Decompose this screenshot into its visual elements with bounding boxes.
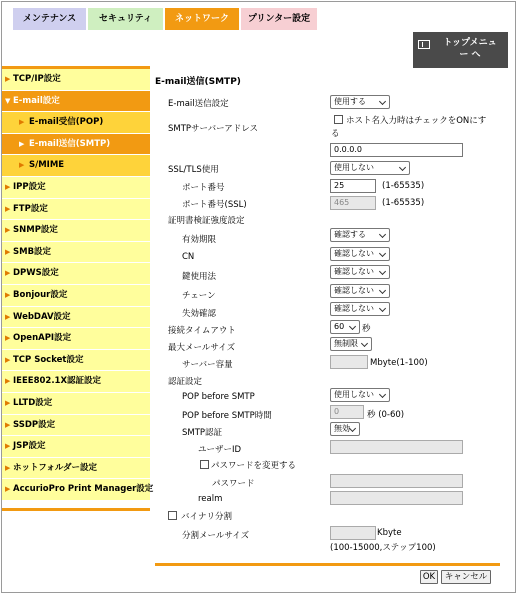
sidebar-item-snmp[interactable]: ▶ SNMP設定 bbox=[2, 220, 150, 242]
arrow-right-icon: ▶ bbox=[5, 398, 11, 407]
arrow-right-icon: ▶ bbox=[5, 420, 11, 429]
user-id-input[interactable] bbox=[330, 440, 463, 454]
chevron-down-icon bbox=[349, 425, 356, 432]
hostname-check-label: ホスト名入力時はチェックをONにす bbox=[346, 116, 487, 126]
sidebar-item-email-pop[interactable]: ▶ E-mail受信(POP) bbox=[2, 112, 150, 134]
split-size-input[interactable] bbox=[330, 526, 376, 540]
timeout-unit: 秒 bbox=[362, 324, 371, 334]
chain-label: チェーン bbox=[182, 291, 216, 301]
split-size-unit: Kbyte bbox=[377, 528, 402, 538]
cancel-button[interactable]: キャンセル bbox=[441, 570, 491, 584]
smtp-server-label: SMTPサーバーアドレス bbox=[168, 124, 258, 134]
ssl-label: SSL/TLS使用 bbox=[168, 165, 219, 175]
port-range: (1-65535) bbox=[382, 181, 425, 191]
port-input[interactable]: 25 bbox=[330, 179, 376, 193]
sidebar-item-tcpip[interactable]: ▶ TCP/IP設定 bbox=[2, 69, 150, 91]
port-ssl-input[interactable]: 465 bbox=[330, 196, 376, 210]
sidebar-item-ieee8021x[interactable]: ▶ IEEE802.1X認証設定 bbox=[2, 371, 150, 393]
sidebar-item-smb[interactable]: ▶ SMB設定 bbox=[2, 242, 150, 264]
timeout-select[interactable]: 60 bbox=[330, 320, 360, 334]
key-usage-select[interactable]: 確認しない bbox=[330, 265, 390, 279]
sidebar-item-ipp[interactable]: ▶ IPP設定 bbox=[2, 177, 150, 199]
sidebar-item-dpws[interactable]: ▶ DPWS設定 bbox=[2, 263, 150, 285]
chevron-down-icon bbox=[399, 164, 406, 171]
menu-icon bbox=[418, 40, 430, 49]
arrow-right-icon: ▶ bbox=[5, 485, 11, 494]
send-setting-select[interactable]: 使用する bbox=[330, 95, 390, 109]
arrow-right-icon: ▶ bbox=[5, 334, 11, 343]
sidebar-item-jsp[interactable]: ▶ JSP設定 bbox=[2, 436, 150, 458]
pop-before-smtp-label: POP before SMTP bbox=[182, 392, 255, 402]
chevron-down-icon bbox=[379, 250, 386, 257]
sidebar-item-email[interactable]: ▼ E-mail設定 bbox=[2, 91, 150, 113]
arrow-right-icon: ▶ bbox=[19, 161, 25, 170]
smtp-server-input[interactable]: 0.0.0.0 bbox=[330, 143, 463, 157]
sidebar-item-accuriopro[interactable]: ▶ AccurioPro Print Manager設定 bbox=[2, 479, 150, 501]
sidebar-item-openapi[interactable]: ▶ OpenAPI設定 bbox=[2, 328, 150, 350]
hostname-check-label-cont: る bbox=[331, 129, 340, 139]
cert-verify-label: 証明書検証強度設定 bbox=[168, 216, 245, 226]
realm-input[interactable] bbox=[330, 491, 463, 505]
arrow-right-icon: ▶ bbox=[5, 355, 11, 364]
password-input[interactable] bbox=[330, 474, 463, 488]
ok-button[interactable]: OK bbox=[420, 570, 438, 584]
binary-split-label: バイナリ分割 bbox=[181, 512, 233, 522]
chevron-down-icon bbox=[379, 231, 386, 238]
password-label: パスワード bbox=[212, 479, 255, 489]
arrow-right-icon: ▶ bbox=[5, 247, 11, 256]
hostname-checkbox[interactable] bbox=[334, 115, 343, 124]
pop-time-label: POP before SMTP時間 bbox=[182, 411, 272, 421]
pop-time-unit: 秒 (0-60) bbox=[367, 410, 405, 420]
chevron-down-icon bbox=[379, 98, 386, 105]
ssl-select[interactable]: 使用しない bbox=[330, 161, 410, 175]
top-tabs bbox=[13, 8, 319, 30]
arrow-right-icon: ▶ bbox=[5, 442, 11, 451]
top-menu-label: トップメニュ ー へ bbox=[443, 38, 497, 60]
sidebar-item-lltd[interactable]: ▶ LLTD設定 bbox=[2, 393, 150, 415]
cn-select[interactable]: 確認しない bbox=[330, 247, 390, 261]
arrow-right-icon: ▶ bbox=[5, 312, 11, 321]
arrow-right-icon: ▶ bbox=[5, 182, 11, 191]
smtp-auth-select[interactable]: 無効 bbox=[330, 422, 360, 436]
tab-security[interactable]: セキュリティ bbox=[88, 8, 163, 30]
sidebar-bottom-divider bbox=[2, 508, 150, 511]
port-label: ポート番号 bbox=[182, 183, 225, 193]
footer-divider bbox=[155, 563, 500, 566]
pop-time-input[interactable]: 0 bbox=[330, 405, 364, 419]
revocation-label: 失効確認 bbox=[182, 309, 217, 319]
max-mail-size-select[interactable]: 無制限 bbox=[330, 337, 372, 351]
arrow-right-icon: ▶ bbox=[5, 226, 11, 235]
chevron-down-icon bbox=[379, 391, 386, 398]
arrow-right-icon: ▶ bbox=[5, 463, 11, 472]
realm-label: realm bbox=[198, 494, 223, 504]
page-title: E-mail送信(SMTP) bbox=[155, 77, 241, 87]
sidebar-item-hot-folder[interactable]: ▶ ホットフォルダー設定 bbox=[2, 458, 150, 480]
pop-before-smtp-select[interactable]: 使用しない bbox=[330, 388, 390, 402]
split-size-range: (100-15000,ステップ100) bbox=[330, 543, 436, 553]
chevron-down-icon bbox=[379, 268, 386, 275]
server-capacity-unit: Mbyte(1-100) bbox=[370, 358, 428, 368]
change-password-checkbox[interactable] bbox=[200, 460, 209, 469]
tab-maintenance[interactable]: メンテナンス bbox=[13, 8, 86, 30]
server-capacity-label: サーバー容量 bbox=[182, 360, 233, 370]
tab-printer-settings[interactable]: プリンター設定 bbox=[241, 8, 317, 30]
split-size-label: 分割メールサイズ bbox=[182, 531, 250, 541]
chevron-down-icon bbox=[361, 340, 368, 347]
arrow-right-icon: ▶ bbox=[19, 118, 25, 127]
binary-split-checkbox[interactable] bbox=[168, 511, 177, 520]
arrow-right-icon: ▶ bbox=[19, 139, 25, 148]
auth-settings-label: 認証設定 bbox=[168, 377, 203, 387]
chain-select[interactable]: 確認しない bbox=[330, 284, 390, 298]
send-setting-label: E-mail送信設定 bbox=[168, 99, 229, 109]
user-id-label: ユーザーID bbox=[198, 445, 242, 455]
sidebar-item-webdav[interactable]: ▶ WebDAV設定 bbox=[2, 307, 150, 329]
tab-network[interactable]: ネットワーク bbox=[165, 8, 239, 30]
expiry-select[interactable]: 確認する bbox=[330, 228, 390, 242]
sidebar-item-email-smtp[interactable]: ▶ E-mail送信(SMTP) bbox=[2, 134, 150, 156]
sidebar bbox=[2, 69, 154, 501]
revocation-select[interactable]: 確認しない bbox=[330, 302, 390, 316]
server-capacity-input[interactable] bbox=[330, 355, 368, 369]
arrow-right-icon: ▶ bbox=[5, 269, 11, 278]
top-menu-button[interactable] bbox=[413, 32, 508, 68]
key-usage-label: 鍵使用法 bbox=[182, 272, 217, 282]
sidebar-item-ftp[interactable]: ▶ FTP設定 bbox=[2, 199, 150, 221]
cn-label: CN bbox=[182, 252, 195, 262]
arrow-right-icon: ▶ bbox=[5, 290, 11, 299]
sidebar-item-smime[interactable]: ▶ S/MIME bbox=[2, 155, 150, 177]
chevron-down-icon bbox=[379, 287, 386, 294]
port-ssl-range: (1-65535) bbox=[382, 198, 425, 208]
chevron-down-icon bbox=[379, 305, 386, 312]
arrow-right-icon: ▶ bbox=[5, 204, 11, 213]
port-ssl-label: ポート番号(SSL) bbox=[182, 200, 247, 210]
timeout-label: 接続タイムアウト bbox=[168, 326, 236, 336]
chevron-down-icon bbox=[349, 323, 356, 330]
sidebar-item-bonjour[interactable]: ▶ Bonjour設定 bbox=[2, 285, 150, 307]
arrow-down-icon: ▼ bbox=[5, 96, 11, 105]
max-mail-size-label: 最大メールサイズ bbox=[168, 343, 236, 353]
smtp-auth-label: SMTP認証 bbox=[182, 428, 223, 438]
arrow-right-icon: ▶ bbox=[5, 377, 11, 386]
expiry-label: 有効期限 bbox=[182, 235, 217, 245]
arrow-right-icon: ▶ bbox=[5, 75, 11, 83]
change-password-label: パスワードを変更する bbox=[211, 461, 297, 471]
sidebar-item-tcp-socket[interactable]: ▶ TCP Socket設定 bbox=[2, 350, 150, 372]
sidebar-item-ssdp[interactable]: ▶ SSDP設定 bbox=[2, 415, 150, 437]
